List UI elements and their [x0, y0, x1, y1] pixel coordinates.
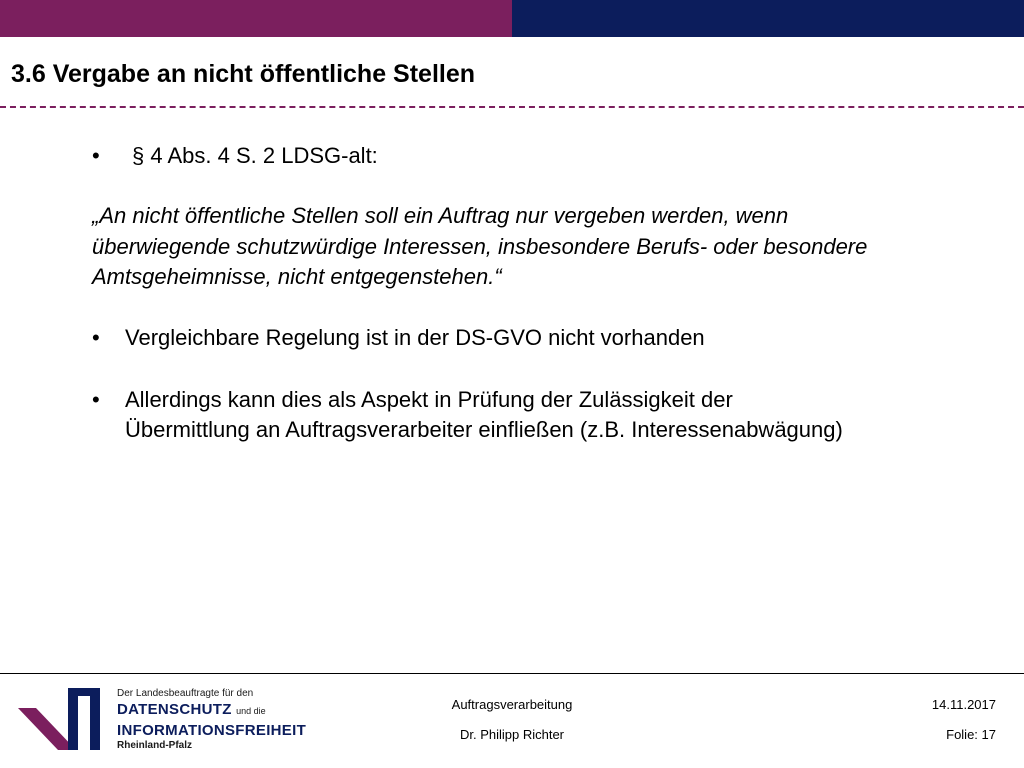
footer-slide-number: Folie: 17 — [946, 727, 996, 742]
logo-und-die: und die — [236, 706, 266, 716]
footer-divider — [0, 673, 1024, 674]
footer-author: Dr. Philipp Richter — [459, 727, 565, 742]
logo-line-2 — [117, 700, 306, 721]
logo-datenschutz: DATENSCHUTZ — [117, 701, 232, 718]
title-divider — [0, 106, 1024, 108]
bullet-text: Vergleichbare Regelung ist in der DS-GVO nicht vorhanden — [125, 325, 705, 350]
bullet-text: Allerdings kann dies als Aspekt in Prüfung der Zulässigkeit der Übermittlung an Auftragsverarbeiter einfließen (z.B. Interessenabwägung) — [125, 387, 843, 442]
top-bar-navy — [512, 0, 1024, 37]
legal-quote: „An nicht öffentliche Stellen soll ein Auftrag nur vergeben werden, wenn überwiegende schutzwürdige Interessen, insbesondere Berufs- oder besondere Amtsgeheimnisse, nicht entgegenstehen.“ — [92, 203, 868, 289]
logo-line-1: Der Landesbeauftragte für den — [117, 688, 254, 699]
logo-line-4: Rheinland-Pfalz — [117, 740, 193, 751]
bullet-text: § 4 Abs. 4 S. 2 LDSG-alt: — [132, 143, 378, 168]
logo-line-3: INFORMATIONSFREIHEIT — [117, 722, 307, 739]
bullet-icon: • — [92, 143, 100, 168]
authority-logo-icon — [18, 688, 103, 750]
authority-logo-text — [117, 688, 306, 752]
slide-title: 3.6 Vergabe an nicht öffentliche Stellen — [11, 60, 476, 88]
bullet-icon: • — [92, 387, 100, 412]
footer-topic: Auftragsverarbeitung — [451, 697, 573, 712]
bullet-icon: • — [92, 325, 100, 350]
footer-date: 14.11.2017 — [931, 697, 996, 712]
top-bar-purple — [0, 0, 512, 37]
